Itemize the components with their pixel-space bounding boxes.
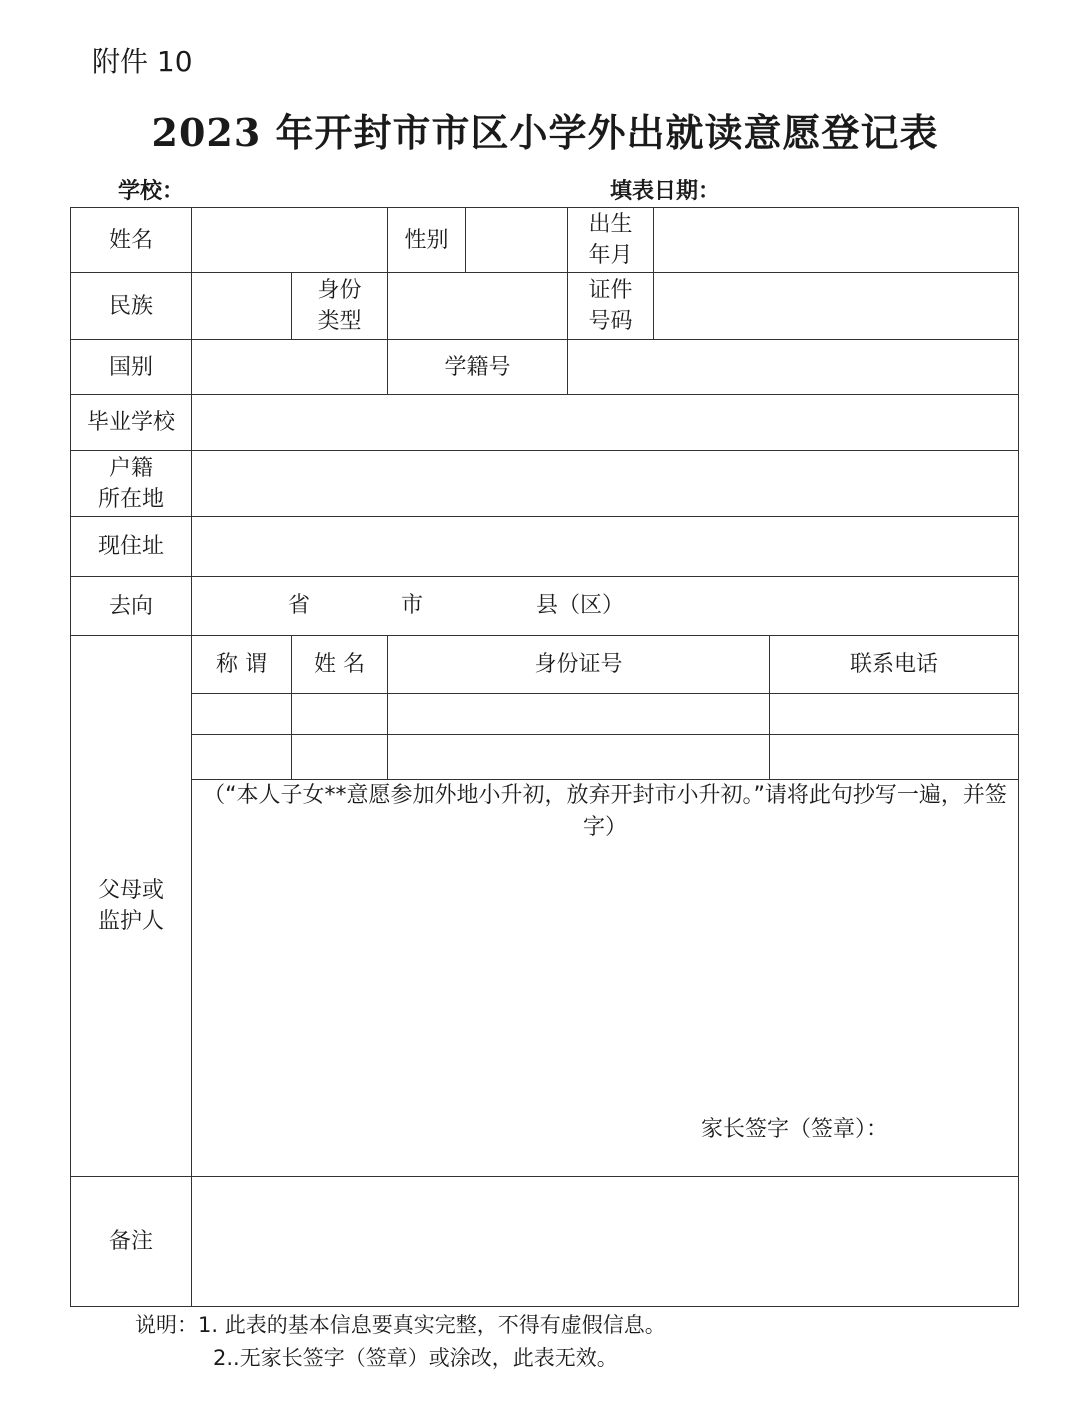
gender-cell[interactable]	[466, 208, 568, 273]
col-id-number-header: 身份证号	[388, 636, 770, 694]
id-type-label	[292, 273, 388, 340]
remarks-label: 备注	[71, 1177, 192, 1307]
note-line-2: 2..无家长签字（签章）或涂改，此表无效。	[213, 1346, 618, 1370]
dest-county-label: 县（区）	[536, 593, 625, 618]
guardian-label	[71, 636, 192, 1177]
ethnicity-label: 民族	[71, 273, 192, 340]
student-id-label: 学籍号	[388, 340, 568, 395]
registration-form-table	[70, 207, 1019, 1307]
destination-cell[interactable]	[192, 577, 1019, 636]
id-number-label-line2: 号码	[588, 309, 633, 334]
col-phone-header: 联系电话	[770, 636, 1019, 694]
id-number-cell[interactable]	[654, 273, 1019, 340]
note-line-1: 说明：1. 此表的基本信息要真实完整，不得有虚假信息。	[135, 1313, 666, 1337]
id-type-label-line2: 类型	[317, 309, 362, 334]
birth-label-line2: 年月	[588, 243, 633, 268]
household-label-line1: 户籍	[108, 455, 153, 481]
statement-instruction: （“本人子女**意愿参加外地小升初，放弃开封市小升初。”请将此句抄写一遍，并签字）	[203, 783, 1007, 840]
attachment-label: 附件 10	[92, 45, 193, 78]
guardian-row	[71, 694, 1019, 735]
name-cell[interactable]	[192, 208, 388, 273]
graduate-school-label: 毕业学校	[71, 395, 192, 451]
household-label	[71, 451, 192, 517]
guardian-row	[71, 735, 1019, 780]
household-label-line2: 所在地	[97, 486, 164, 512]
guardian-statement-cell[interactable]	[192, 780, 1019, 1177]
nationality-label: 国别	[71, 340, 192, 395]
guardian-phone-cell[interactable]	[770, 694, 1019, 735]
guardian-relation-cell[interactable]	[192, 694, 292, 735]
guardian-phone-cell[interactable]	[770, 735, 1019, 780]
fill-date-label: 填表日期：	[610, 179, 721, 204]
guardian-relation-cell[interactable]	[192, 735, 292, 780]
guardian-id-cell[interactable]	[388, 735, 770, 780]
dest-province-label: 省	[288, 593, 311, 618]
nationality-cell[interactable]	[192, 340, 388, 395]
current-address-label: 现住址	[71, 517, 192, 577]
guardian-id-cell[interactable]	[388, 694, 770, 735]
form-title: 2023 年开封市市区小学外出就读意愿登记表	[151, 110, 939, 155]
graduate-school-cell[interactable]	[192, 395, 1019, 451]
id-type-cell[interactable]	[388, 273, 568, 340]
parent-signature-label: 家长签字（签章）：	[700, 1117, 888, 1142]
student-id-cell[interactable]	[568, 340, 1019, 395]
school-label: 学校：	[118, 179, 185, 204]
ethnicity-cell[interactable]	[192, 273, 292, 340]
id-number-label	[568, 273, 654, 340]
guardian-label-line1: 父母或	[97, 878, 164, 903]
notes	[135, 1309, 666, 1375]
name-label: 姓名	[71, 208, 192, 273]
birth-cell[interactable]	[654, 208, 1019, 273]
birth-label-line1: 出生	[588, 212, 633, 237]
remarks-cell[interactable]	[192, 1177, 1019, 1307]
destination-label: 去向	[71, 577, 192, 636]
guardian-name-cell[interactable]	[292, 694, 388, 735]
col-name-header: 姓 名	[292, 636, 388, 694]
id-number-label-line1: 证件	[588, 278, 633, 303]
guardian-name-cell[interactable]	[292, 735, 388, 780]
dest-city-label: 市	[401, 593, 424, 618]
gender-label: 性别	[388, 208, 466, 273]
household-cell[interactable]	[192, 451, 1019, 517]
col-relation-header: 称 谓	[192, 636, 292, 694]
current-address-cell[interactable]	[192, 517, 1019, 577]
birth-label	[568, 208, 654, 273]
id-type-label-line1: 身份	[317, 278, 362, 303]
guardian-label-line2: 监护人	[97, 909, 164, 934]
